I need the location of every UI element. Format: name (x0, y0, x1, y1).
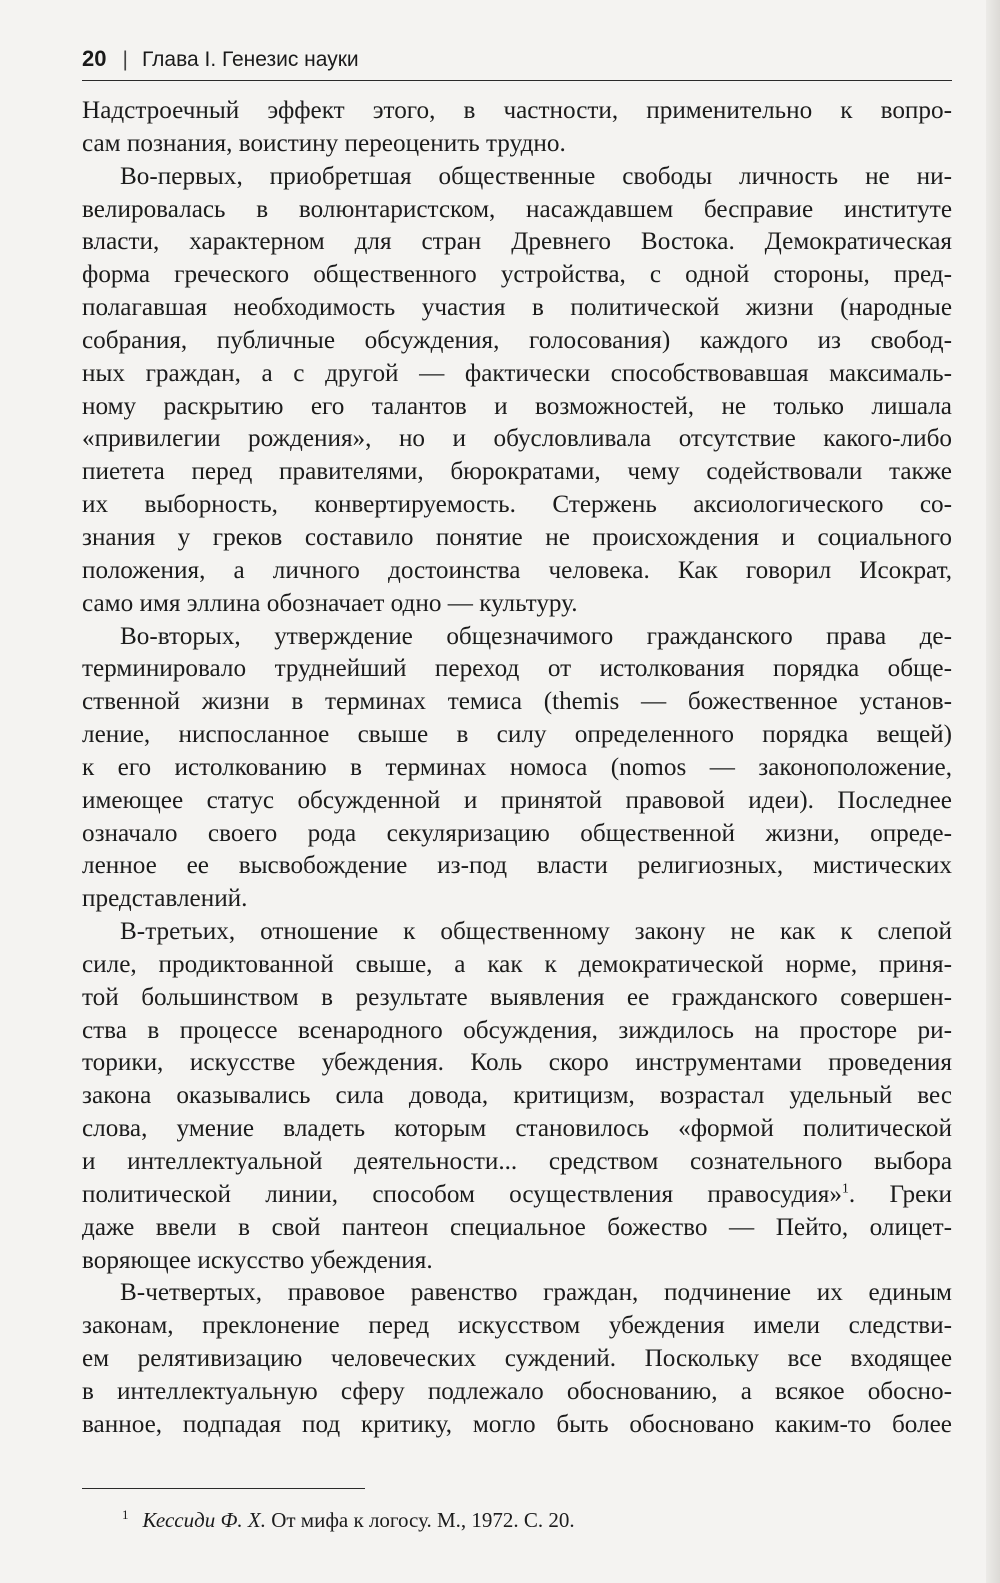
chapter-title: Глава I. Генезис науки (141, 48, 359, 71)
text-line: той большинством в результате выявления ее гражданского совершен- (82, 983, 952, 1011)
text-line: ленное ее высвобождение из-под власти религиозных, мистических (82, 852, 952, 880)
footnote-rule (82, 1488, 365, 1489)
paragraph (82, 916, 952, 1277)
text-line: ем релятивизацию человеческих суждений. Поскольку все входящее (82, 1345, 952, 1373)
text-line: закона оказывались сила довода, критицизм, возрастал удельный вес (82, 1082, 952, 1110)
paragraph (82, 621, 952, 917)
running-header (82, 44, 954, 80)
paragraph (82, 1277, 952, 1441)
text-line: ному раскрытию его талантов и возможностей, не только лишала (82, 392, 952, 420)
text-line: терминировало труднейший переход от истолкования порядка обще- (82, 655, 952, 683)
text-line: ства в процессе всенародного обсуждения, зиждилось на просторе ри- (82, 1016, 952, 1044)
header-separator: | (122, 48, 128, 71)
text-line: само имя эллина обозначает одно — культуру. (82, 589, 578, 617)
text-line: собрания, публичные обсуждения, голосования) каждого из свобод- (82, 326, 952, 354)
footnote-reference[interactable]: 1 (841, 1181, 849, 1197)
text-line: В-четвертых, правовое равенство граждан, подчинение их единым (120, 1279, 952, 1307)
footnote (122, 1500, 822, 1535)
text-line: В-третьих, отношение к общественному закону не как к слепой (120, 918, 952, 946)
text-line: форма греческого общественного устройства, с одной стороны, пред- (82, 261, 952, 289)
text-line: власти, характерном для стран Древнего Востока. Демократическая (82, 228, 952, 256)
text-line: даже ввели в свой пантеон специальное божество — Пейто, олицет- (82, 1213, 952, 1241)
text-line: к его истолкованию в терминах номоса (nomos — законоположение, (82, 753, 952, 781)
text-line: и интеллектуальной деятельности... средством сознательного выбора (82, 1148, 952, 1175)
text-line: имеющее статус обсужденной и принятой правовой идеи). Последнее (82, 786, 952, 814)
text-line: в интеллектуальную сферу подлежало обоснованию, а всякое обосно- (82, 1377, 952, 1405)
footnote-text: От мифа к логосу. М., 1972. С. 20. (271, 1508, 575, 1532)
text-line: велировалась в волюнтаристском, насаждавшем бесправие институте (82, 195, 952, 223)
text-line: торики, искусстве убеждения. Коль скоро инструментами проведения (82, 1049, 952, 1077)
page-edge-shadow (986, 0, 1000, 1583)
paragraph (82, 161, 952, 621)
body-text (82, 95, 952, 1442)
text-fragment: . Греки (848, 1180, 952, 1208)
paragraph (82, 95, 952, 161)
text-line: слова, умение владеть которым становилось «формой политической (82, 1115, 952, 1143)
text-line: полагавшая необходимость участия в политической жизни (народные (82, 294, 952, 322)
text-line: ление, ниспосланное свыше в силу определенного порядка вещей) (82, 721, 952, 749)
text-fragment: политической линии, способом осуществления правосудия» (82, 1180, 842, 1208)
text-line: положения, а личного достоинства человека. Как говорил Исократ, (82, 556, 952, 584)
text-line: означало своего рода секуляризацию общественной жизни, опреде- (82, 819, 952, 847)
text-line: сам познания, воистину переоценить трудно. (82, 129, 566, 157)
text-line: Во-первых, приобретшая общественные свободы личность не ни- (120, 162, 952, 190)
text-line: пиетета перед правителями, бюрократами, чему содействовали также (82, 458, 952, 486)
text-line: Надстроечный эффект этого, в частности, применительно к вопро- (82, 97, 952, 124)
page-number: 20 (82, 46, 107, 71)
text-line: «привилегии рождения», но и обусловливала отсутствие какого-либо (82, 425, 952, 453)
text-line: законам, преклонение перед искусством убеждения имели следстви- (82, 1312, 952, 1340)
text-line: знания у греков составило понятие не происхождения и социального (82, 523, 952, 551)
text-line: ванное, подпадая под критику, могло быть обосновано каким-то более (82, 1410, 952, 1438)
text-line: воряющее искусство убеждения. (82, 1246, 433, 1274)
text-line: Во-вторых, утверждение общезначимого гражданского права де- (120, 622, 952, 650)
text-line (82, 1179, 952, 1212)
text-line: их выборность, конвертируемость. Стержень аксиологического со- (82, 491, 952, 519)
footnote-mark: 1 (122, 1507, 129, 1522)
text-line: силе, продиктованной свыше, а как к демократической норме, приня- (82, 950, 952, 978)
text-line: ных граждан, а с другой — фактически способствовавшая максималь- (82, 359, 952, 387)
text-line: ственной жизни в терминах темиса (themis — божественное установ- (82, 688, 952, 716)
footnote-author: Кессиди Ф. Х. (142, 1508, 266, 1532)
text-line: представлений. (82, 885, 248, 913)
header-rule (82, 80, 952, 81)
